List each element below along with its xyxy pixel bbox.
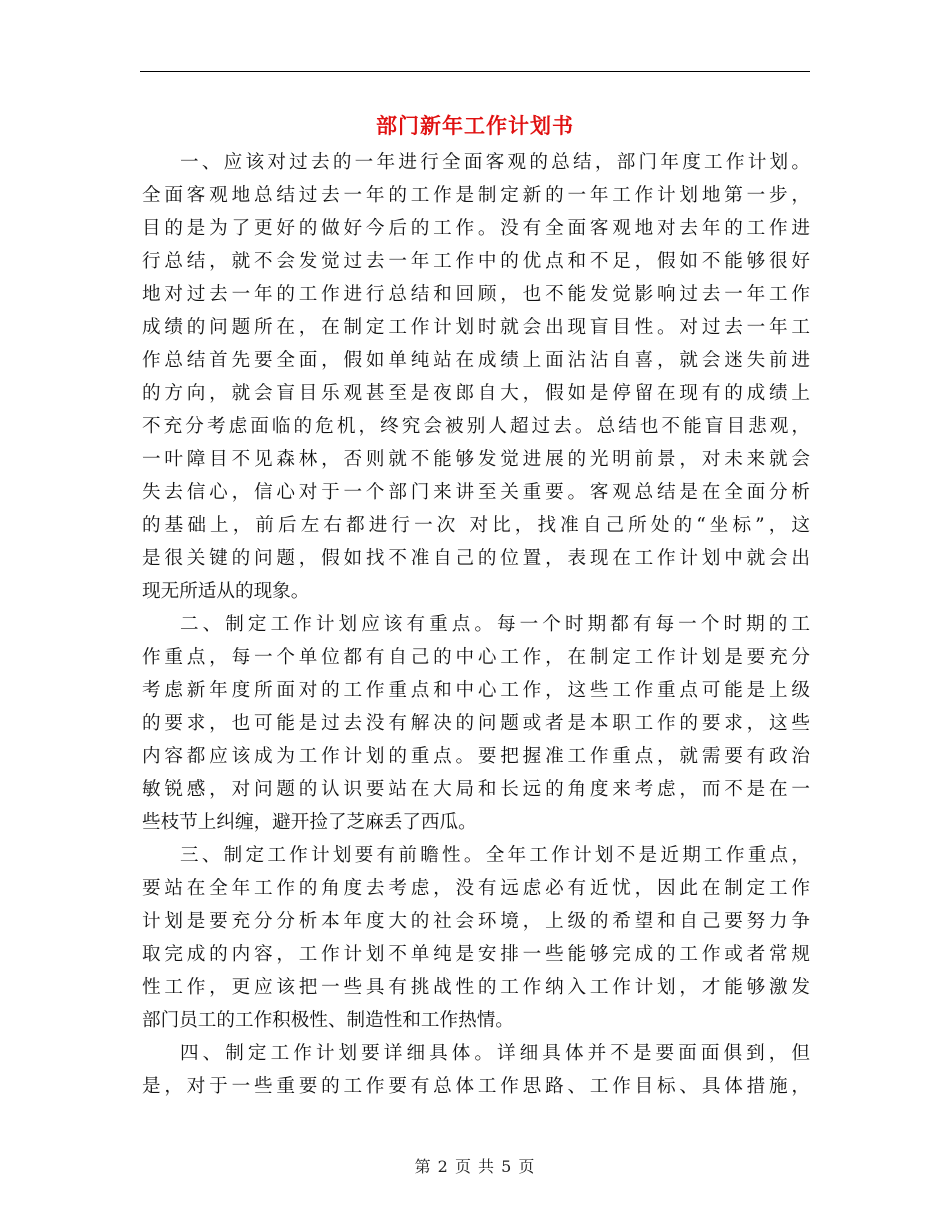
- text-line: 一叶障目不见森林，否则就不能够发觉进展的光明前景，对未来就会: [142, 449, 810, 470]
- text-line: 现无所适从的现象。: [142, 581, 310, 602]
- text-line: 失去信心，信心对于一个部门来讲至关重要。客观总结是在全面分析: [142, 482, 810, 503]
- text-line: 部门员工的工作积极性、制造性和工作热情。: [142, 1010, 514, 1031]
- text-line: 目的是为了更好的做好今后的工作。没有全面客观地对去年的工作进: [142, 218, 810, 239]
- paragraph-3: [142, 839, 810, 1037]
- text-line: 二、制定工作计划应该有重点。每一个时期都有每一个时期的工: [180, 614, 810, 635]
- text-line: 不充分考虑面临的危机，终究会被别人超过去。总结也不能盲目悲观，: [142, 416, 810, 437]
- paragraph-1: [142, 146, 810, 608]
- text-line: 四、制定工作计划要详细具体。详细具体并不是要面面俱到，但: [180, 1043, 810, 1064]
- text-line: 作总结首先要全面，假如单纯站在成绩上面沾沾自喜，就会迷失前进: [142, 350, 810, 371]
- text-line: 一、应该对过去的一年进行全面客观的总结，部门年度工作计划。: [180, 152, 810, 173]
- text-line: 全面客观地总结过去一年的工作是制定新的一年工作计划地第一步，: [142, 185, 810, 206]
- text-line: 地对过去一年的工作进行总结和回顾，也不能发觉影响过去一年工作: [142, 284, 810, 305]
- paragraph-2: [142, 608, 810, 839]
- text-line: 些枝节上纠缠，避开捡了芝麻丢了西瓜。: [142, 812, 477, 833]
- text-line: 计划是要充分分析本年度大的社会环境，上级的希望和自己要努力争: [142, 911, 810, 932]
- text-line: 的要求，也可能是过去没有解决的问题或者是本职工作的要求，这些: [142, 713, 810, 734]
- page-number-footer: 第 2 页 共 5 页: [414, 1157, 536, 1176]
- text-line: 考虑新年度所面对的工作重点和中心工作，这些工作重点可能是上级: [142, 680, 810, 701]
- text-line: 的方向，就会盲目乐观甚至是夜郎自大，假如是停留在现有的成绩上: [142, 383, 810, 404]
- document-body: [142, 146, 810, 1103]
- document-title: 部门新年工作计划书: [376, 113, 574, 138]
- header-rule: [140, 71, 810, 72]
- text-line: 作重点，每一个单位都有自己的中心工作，在制定工作计划是要充分: [142, 647, 810, 668]
- text-line: 内容都应该成为工作计划的重点。要把握准工作重点，就需要有政治: [142, 746, 810, 767]
- text-line: 敏锐感，对问题的认识要站在大局和长远的角度来考虑，而不是在一: [142, 779, 810, 800]
- text-line: 的基础上，前后左右都进行一次 对比，找准自己所处的“坐标”，这: [142, 515, 810, 536]
- text-line: 是，对于一些重要的工作要有总体工作思路、工作目标、具体措施，: [142, 1076, 810, 1097]
- text-line: 取完成的内容，工作计划不单纯是安排一些能够完成的工作或者常规: [142, 944, 810, 965]
- text-line: 是很关键的问题，假如找不准自己的位置，表现在工作计划中就会出: [142, 548, 810, 569]
- text-line: 行总结，就不会发觉过去一年工作中的优点和不足，假如不能够很好: [142, 251, 810, 272]
- text-line: 成绩的问题所在，在制定工作计划时就会出现盲目性。对过去一年工: [142, 317, 810, 338]
- paragraph-4: [142, 1037, 810, 1103]
- text-line: 三、制定工作计划要有前瞻性。全年工作计划不是近期工作重点，: [180, 845, 810, 866]
- text-line: 性工作，更应该把一些具有挑战性的工作纳入工作计划，才能够激发: [142, 977, 810, 998]
- text-line: 要站在全年工作的角度去考虑，没有远虑必有近忧，因此在制定工作: [142, 878, 810, 899]
